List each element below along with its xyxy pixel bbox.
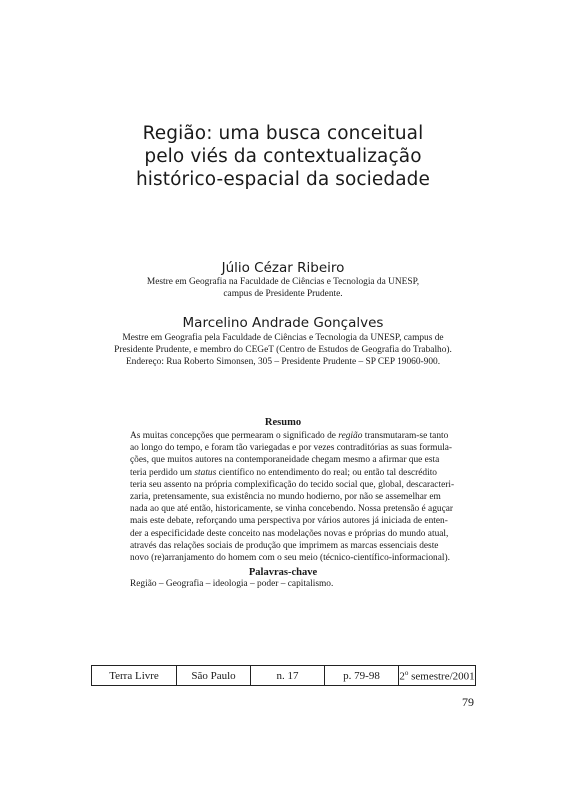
abstract-line: teria perdido um status científico no entendimento do real; ou então tal descrédito xyxy=(130,467,437,478)
author-2-affiliation-line: Presidente Prudente, e membro do CEGeT (Centro de Estudos de Geografia do Trabalho). xyxy=(114,345,452,356)
author-1-affiliation-line: campus de Presidente Prudente. xyxy=(223,289,343,300)
author-1-affiliation xyxy=(0,276,566,300)
keywords-text: Região – Geografia – ideologia – poder – capitalismo. xyxy=(130,579,334,589)
author-2-affiliation xyxy=(0,332,566,369)
citation-pages: p. 79-98 xyxy=(325,666,399,686)
abstract-line: ções, que muitos autores na contemporaneidade chegam mesmo a afirmar que esta xyxy=(130,455,440,466)
author-2-affiliation-line: Mestre em Geografia pela Faculdade de Ciências e Tecnologia da UNESP, campus de xyxy=(122,333,444,343)
page-number: 79 xyxy=(462,695,474,709)
author-2-name: Marcelino Andrade Gonçalves xyxy=(182,315,384,331)
abstract-line: ao longo do tempo, e foram tão variegadas e por vezes contraditórias as suas formula- xyxy=(130,443,453,454)
abstract-body xyxy=(130,430,455,564)
abstract-line: As muitas concepções que permearam o significado de região transmutaram-se tanto xyxy=(130,431,449,441)
abstract-line: mais este debate, reforçando uma perspectiva por vários autores já iniciada de enten- xyxy=(130,516,448,527)
title-line-2: pelo viés da contextualização xyxy=(144,146,422,167)
author-1-name: Júlio Cézar Ribeiro xyxy=(221,260,345,276)
abstract-line: novo (re)arranjamento do homem com o seu meio (técnico-científico-informacional). xyxy=(130,552,450,563)
abstract-line: der a especificidade deste conceito nas modelações novas e próprias do mundo atual, xyxy=(130,528,449,539)
citation-table xyxy=(91,665,476,686)
emphasis: região xyxy=(338,431,363,441)
author-1-affiliation-line: Mestre em Geografia na Faculdade de Ciências e Tecnologia da UNESP, xyxy=(146,277,420,287)
keywords-heading: Palavras-chave xyxy=(248,567,318,578)
citation-city: São Paulo xyxy=(177,666,251,686)
citation-semester: 2$^o$ semestre/2001 xyxy=(399,666,476,686)
abstract-line: através das relações sociais de produção que imprimem as marcas essenciais deste xyxy=(130,540,439,551)
abstract-line: nada ao que até então, historicamente, se vinha concebendo. Nossa pretensão é aguçar xyxy=(130,504,454,515)
abstract-line: zaria, pretensamente, sua existência no mundo hodierno, por não se assemelhar em xyxy=(130,491,441,502)
citation-journal: Terra Livre xyxy=(92,666,177,686)
abstract-heading: Resumo xyxy=(264,417,302,428)
citation-number: n. 17 xyxy=(251,666,325,686)
emphasis: status xyxy=(194,467,217,478)
title-line-1: Região: uma busca conceitual xyxy=(142,123,424,144)
author-2-affiliation-line: Endereço: Rua Roberto Simonsen, 305 – Presidente Prudente – SP CEP 19060-900. xyxy=(125,357,441,368)
title-line-3: histórico-espacial da sociedade xyxy=(135,169,430,190)
article-title xyxy=(0,122,566,191)
citation-row xyxy=(92,666,476,686)
abstract-line: teria seu assento na própria complexificação do tecido social que, global, descaracteri- xyxy=(130,479,455,490)
